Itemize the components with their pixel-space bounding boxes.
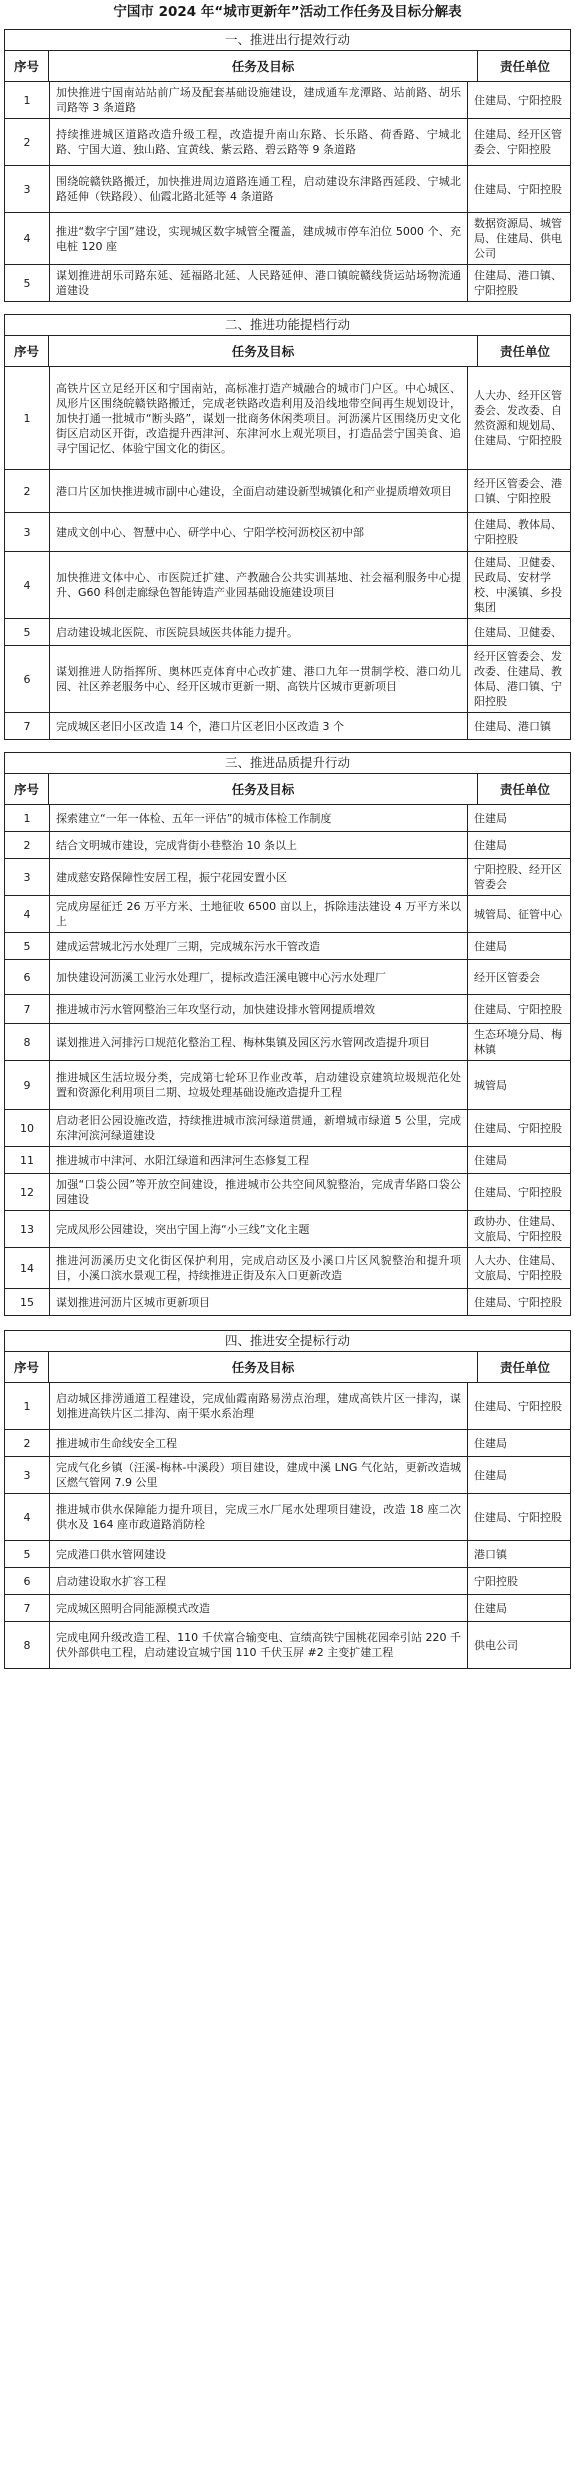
row-number: [5, 470, 50, 512]
dept-cell: 住建局: [474, 1468, 507, 1482]
task-cell: 启动城区排涝通道工程建设，完成仙霞南路易涝点治理，建成高铁片区一排沟，谋划推进高铁片区二排沟、南干渠水系治理: [50, 1383, 468, 1429]
section-1: [4, 29, 571, 302]
table-row: [5, 1061, 570, 1110]
row-number-text: 11: [20, 1153, 34, 1167]
table-header: [5, 336, 570, 367]
row-number: [5, 119, 50, 165]
row-number-text: 9: [23, 1078, 31, 1092]
dept-cell: 住建局、港口镇、宁阳控股: [474, 269, 562, 297]
task-cell: 加快推进宁国南站站前广场及配套基础设施建设，建成通车龙潭路、站前路、胡乐司路等 3 条道路: [50, 82, 468, 118]
row-number-text: 8: [23, 1638, 31, 1652]
task-cell: 高铁片区立足经开区和宁国南站，高标准打造产城融合的城市门户区。中心城区、凤形片区围绕皖赣铁路搬迁，完成老铁路改造利用及沿线地带空间再生规划设计，加快打通一批城市“断头路”，谋划一批商务休闲类项目。河沥溪片区围绕历史文化街区启动区开街，改造提升西津河、东津河水上观光项目，打造品尝宁国美食、追寻宁国记忆、体验宁国文化的街区。: [50, 367, 468, 469]
table-row: [5, 1211, 570, 1248]
row-number-text: 1: [23, 811, 31, 825]
header-task: 任务及目标: [49, 1352, 478, 1382]
row-number: [5, 1457, 50, 1493]
row-number: [5, 1383, 50, 1429]
table-row: [5, 82, 570, 119]
task-cell: 完成城区照明合同能源模式改造: [50, 1595, 468, 1621]
row-number: [5, 859, 50, 895]
task-cell: 推进河沥溪历史文化街区保护利用，完成启动区及小溪口片区风貌整治和提升项目，小溪口滨水景观工程，持续推进正街及东入口更新改造: [50, 1248, 468, 1288]
header-no: 序号: [5, 336, 49, 366]
dept-cell: 人大办、经开区管委会、发改委、自然资源和规划局、住建局、宁阳控股: [474, 389, 562, 447]
section-4: [4, 1330, 571, 1669]
row-number: [5, 960, 50, 994]
dept-cell: 人大办、住建局、文旅局、宁阳控股: [474, 1254, 562, 1282]
table-row: [5, 619, 570, 646]
table-row: [5, 119, 570, 166]
dept-cell: 生态环境分局、梅林镇: [474, 1028, 562, 1056]
row-number: [5, 367, 50, 469]
dept-cell: 经开区管委会: [474, 970, 540, 984]
table-row: [5, 213, 570, 265]
table-row: [5, 832, 570, 859]
row-number-text: 4: [23, 578, 31, 592]
row-number: [5, 713, 50, 739]
header-task: 任务及目标: [49, 51, 478, 81]
row-number: [5, 513, 50, 551]
header-no: 序号: [5, 51, 49, 81]
task-cell: 推进城市生命线安全工程: [50, 1430, 468, 1456]
table-header: [5, 51, 570, 82]
dept-cell: 住建局、港口镇: [474, 719, 551, 733]
row-number: [5, 1248, 50, 1288]
row-number-text: 1: [23, 93, 31, 107]
task-cell: 探索建立“一年一体检、五年一评估”的城市体检工作制度: [50, 805, 468, 831]
row-number-text: 3: [23, 525, 31, 539]
row-number-text: 4: [23, 907, 31, 921]
dept-cell: 住建局: [474, 838, 507, 852]
task-cell: 谋划推进胡乐司路东延、延福路北延、人民路延伸、港口镇皖赣线货运站场物流通道建设: [50, 265, 468, 301]
dept-cell: 住建局、宁阳控股: [474, 1510, 562, 1524]
row-number-text: 14: [20, 1261, 34, 1275]
row-number: [5, 619, 50, 645]
dept-cell: 住建局、宁阳控股: [474, 1002, 562, 1016]
row-number-text: 12: [20, 1185, 34, 1199]
task-cell: 加强“口袋公园”等开放空间建设，推进城市公共空间风貌整治，完成青华路口袋公园建设: [50, 1174, 468, 1210]
table-row: [5, 1457, 570, 1494]
row-number: [5, 1174, 50, 1210]
task-cell: 谋划推进河沥片区城市更新项目: [50, 1289, 468, 1315]
dept-cell: 住建局: [474, 811, 507, 825]
dept-cell: 住建局、宁阳控股: [474, 1295, 562, 1309]
task-cell: 谋划推进人防指挥所、奥林匹克体育中心改扩建、港口九年一贯制学校、港口幼儿园、社区养老服务中心、经开区城市更新一期、高铁片区城市更新项目: [50, 646, 468, 712]
task-cell: 加快推进文体中心、市医院迁扩建、产教融合公共实训基地、社会福利服务中心提升、G60 科创走廊绿色智能铸造产业园基础设施建设项目: [50, 552, 468, 618]
row-number: [5, 896, 50, 932]
row-number: [5, 1430, 50, 1456]
task-cell: 完成气化乡镇（汪溪-梅林-中溪段）项目建设，建成中溪 LNG 气化站，更新改造城区燃气管网 7.9 公里: [50, 1457, 468, 1493]
task-cell: 持续推进城区道路改造升级工程，改造提升南山东路、长乐路、荷香路、宁城北路、宁国大道、独山路、宜黄线、紫云路、碧云路等 9 条道路: [50, 119, 468, 165]
row-number-text: 5: [23, 939, 31, 953]
row-number: [5, 1211, 50, 1247]
task-cell: 推进“数字宁国”建设，实现城区数字城管全覆盖，建成城市停车泊位 5000 个、充电桩 120 座: [50, 213, 468, 264]
row-number-text: 3: [23, 870, 31, 884]
task-cell: 推进城区生活垃圾分类，完成第七轮环卫作业改革，启动建设京建筑垃圾规范化处置和资源化利用项目二期、垃圾处理基础设施改造提升工程: [50, 1061, 468, 1109]
task-cell: 启动老旧公园设施改造，持续推进城市滨河绿道贯通，新增城市绿道 5 公里，完成东津河滨河绿道建设: [50, 1110, 468, 1146]
task-cell: 启动建设城北医院、市医院县域医共体能力提升。: [50, 619, 468, 645]
section-3: [4, 752, 571, 1316]
row-number-text: 7: [23, 1002, 31, 1016]
row-number: [5, 1595, 50, 1621]
row-number: [5, 265, 50, 301]
dept-cell: 住建局、宁阳控股: [474, 182, 562, 196]
row-number-text: 2: [23, 1436, 31, 1450]
row-number: [5, 933, 50, 959]
task-cell: 谋划推进入河排污口规范化整治工程、梅林集镇及园区污水管网改造提升项目: [50, 1024, 468, 1060]
table-row: [5, 1494, 570, 1541]
row-number-text: 2: [23, 838, 31, 852]
table-row: [5, 1289, 570, 1315]
row-number: [5, 166, 50, 212]
table-row: [5, 1541, 570, 1568]
header-dept: 责任单位: [499, 781, 550, 797]
header-task: 任务及目标: [49, 774, 478, 804]
section-title: 四、推进安全提标行动: [5, 1331, 570, 1352]
row-number-text: 4: [23, 1510, 31, 1524]
dept-cell: 住建局、卫健委、: [474, 625, 562, 639]
header-task: 任务及目标: [49, 336, 478, 366]
task-cell: 港口片区加快推进城市副中心建设，全面启动建设新型城镇化和产业提质增效项目: [50, 470, 468, 512]
row-number-text: 5: [23, 625, 31, 639]
table-row: [5, 960, 570, 995]
sections-container: [0, 29, 575, 1669]
row-number: [5, 1024, 50, 1060]
dept-cell: 住建局: [474, 1436, 507, 1450]
row-number: [5, 832, 50, 858]
dept-cell: 住建局、教体局、宁阳控股: [474, 518, 562, 546]
row-number-text: 1: [23, 1399, 31, 1413]
header-dept: 责任单位: [499, 1359, 550, 1375]
dept-cell: 住建局、卫健委、民政局、安材学校、中溪镇、乡投集团: [474, 556, 562, 614]
row-number: [5, 213, 50, 264]
table-row: [5, 166, 570, 213]
row-number-text: 5: [23, 276, 31, 290]
row-number-text: 13: [20, 1222, 34, 1236]
section-2: [4, 314, 571, 740]
dept-cell: 住建局: [474, 1153, 507, 1167]
row-number-text: 3: [23, 182, 31, 196]
row-number: [5, 1568, 50, 1594]
dept-cell: 住建局、宁阳控股: [474, 1185, 562, 1199]
task-cell: 结合文明城市建设，完成背街小巷整治 10 条以上: [50, 832, 468, 858]
row-number: [5, 1541, 50, 1567]
section-title: 二、推进功能提档行动: [5, 315, 570, 336]
table-row: [5, 859, 570, 896]
task-cell: 推进城市中津河、水阳江绿道和西津河生态修复工程: [50, 1147, 468, 1173]
row-number-text: 10: [20, 1121, 34, 1135]
row-number-text: 5: [23, 1547, 31, 1561]
row-number: [5, 646, 50, 712]
row-number-text: 3: [23, 1468, 31, 1482]
dept-cell: 城管局: [474, 1078, 507, 1092]
row-number: [5, 1110, 50, 1146]
table-row: [5, 367, 570, 470]
table-row: [5, 1110, 570, 1147]
header-no: 序号: [5, 1352, 49, 1382]
table-row: [5, 805, 570, 832]
row-number: [5, 1061, 50, 1109]
dept-cell: 住建局: [474, 939, 507, 953]
task-cell: 启动建设取水扩容工程: [50, 1568, 468, 1594]
task-cell: 建成运营城北污水处理厂三期，完成城东污水干管改造: [50, 933, 468, 959]
dept-cell: 数据资源局、城管局、住建局、供电公司: [474, 217, 562, 260]
row-number-text: 2: [23, 135, 31, 149]
row-number-text: 2: [23, 484, 31, 498]
row-number-text: 6: [23, 672, 31, 686]
task-cell: 围绕皖赣铁路搬迁，加快推进周边道路连通工程，启动建设东津路西延段、宁城北路延伸（铁路段）、仙霞北路北延等 4 条道路: [50, 166, 468, 212]
header-dept: 责任单位: [499, 58, 550, 74]
table-row: [5, 896, 570, 933]
row-number: [5, 1622, 50, 1668]
dept-cell: 宁阳控股、经开区管委会: [474, 863, 562, 891]
dept-cell: 经开区管委会、发改委、住建局、教体局、港口镇、宁阳控股: [474, 650, 562, 708]
table-row: [5, 1383, 570, 1430]
table-row: [5, 995, 570, 1024]
task-cell: 完成电网升级改造工程、110 千伏富合输变电、宣绩高铁宁国桃花园牵引站 220 千伏外部供电工程，启动建设宣城宁国 110 千伏玉屏 #2 主变扩建工程: [50, 1622, 468, 1668]
task-cell: 建成慈安路保障性安居工程，振宁花园安置小区: [50, 859, 468, 895]
dept-cell: 住建局: [474, 1601, 507, 1615]
row-number: [5, 1289, 50, 1315]
dept-cell: 宁阳控股: [474, 1574, 518, 1588]
task-cell: 推进城市供水保障能力提升项目，完成三水厂尾水处理项目建设，改造 18 座二次供水及 164 座市政道路消防栓: [50, 1494, 468, 1540]
dept-cell: 供电公司: [474, 1638, 518, 1652]
table-row: [5, 470, 570, 513]
table-header: [5, 774, 570, 805]
dept-cell: 港口镇: [474, 1547, 507, 1561]
task-cell: 推进城市污水管网整治三年攻坚行动，加快建设排水管网提质增效: [50, 995, 468, 1023]
task-cell: 完成港口供水管网建设: [50, 1541, 468, 1567]
table-header: [5, 1352, 570, 1383]
table-row: [5, 265, 570, 301]
task-cell: 完成凤形公园建设，突出宁国上海“小三线”文化主题: [50, 1211, 468, 1247]
row-number: [5, 995, 50, 1023]
header-no: 序号: [5, 774, 49, 804]
dept-cell: 政协办、住建局、文旅局、宁阳控股: [474, 1215, 562, 1243]
row-number: [5, 552, 50, 618]
task-cell: 加快建设河沥溪工业污水处理厂，提标改造汪溪电镀中心污水处理厂: [50, 960, 468, 994]
row-number-text: 6: [23, 970, 31, 984]
table-row: [5, 513, 570, 552]
row-number-text: 4: [23, 232, 31, 245]
header-dept: 责任单位: [499, 343, 550, 359]
row-number: [5, 805, 50, 831]
table-row: [5, 1147, 570, 1174]
row-number-text: 15: [20, 1295, 34, 1309]
row-number-text: 7: [23, 1601, 31, 1615]
page-title: 宁国市 2024 年“城市更新年”活动工作任务及目标分解表: [113, 4, 462, 20]
task-cell: 建成文创中心、智慧中心、研学中心、宁阳学校河沥校区初中部: [50, 513, 468, 551]
table-row: [5, 1248, 570, 1289]
table-row: [5, 1568, 570, 1595]
row-number: [5, 82, 50, 118]
dept-cell: 经开区管委会、港口镇、宁阳控股: [474, 477, 562, 505]
table-row: [5, 1174, 570, 1211]
row-number: [5, 1494, 50, 1540]
table-row: [5, 933, 570, 960]
table-row: [5, 713, 570, 739]
section-title: 三、推进品质提升行动: [5, 753, 570, 774]
row-number-text: 6: [23, 1574, 31, 1588]
task-cell: 完成城区老旧小区改造 14 个，港口片区老旧小区改造 3 个: [50, 713, 468, 739]
row-number-text: 1: [23, 411, 31, 425]
section-title: 一、推进出行提效行动: [5, 30, 570, 51]
dept-cell: 城管局、征管中心: [474, 907, 562, 921]
table-row: [5, 552, 570, 619]
dept-cell: 住建局、宁阳控股: [474, 93, 562, 107]
table-row: [5, 1595, 570, 1622]
task-cell: 完成房屋征迁 26 万平方米、土地征收 6500 亩以上，拆除违法建设 4 万平方米以上: [50, 896, 468, 932]
table-row: [5, 1024, 570, 1061]
table-row: [5, 1430, 570, 1457]
row-number-text: 7: [23, 719, 31, 733]
row-number-text: 8: [23, 1035, 31, 1049]
row-number: [5, 1147, 50, 1173]
table-row: [5, 1622, 570, 1668]
dept-cell: 住建局、经开区管委会、宁阳控股: [474, 128, 562, 156]
table-row: [5, 646, 570, 713]
dept-cell: 住建局、宁阳控股: [474, 1121, 562, 1135]
dept-cell: 住建局、宁阳控股: [474, 1399, 562, 1413]
